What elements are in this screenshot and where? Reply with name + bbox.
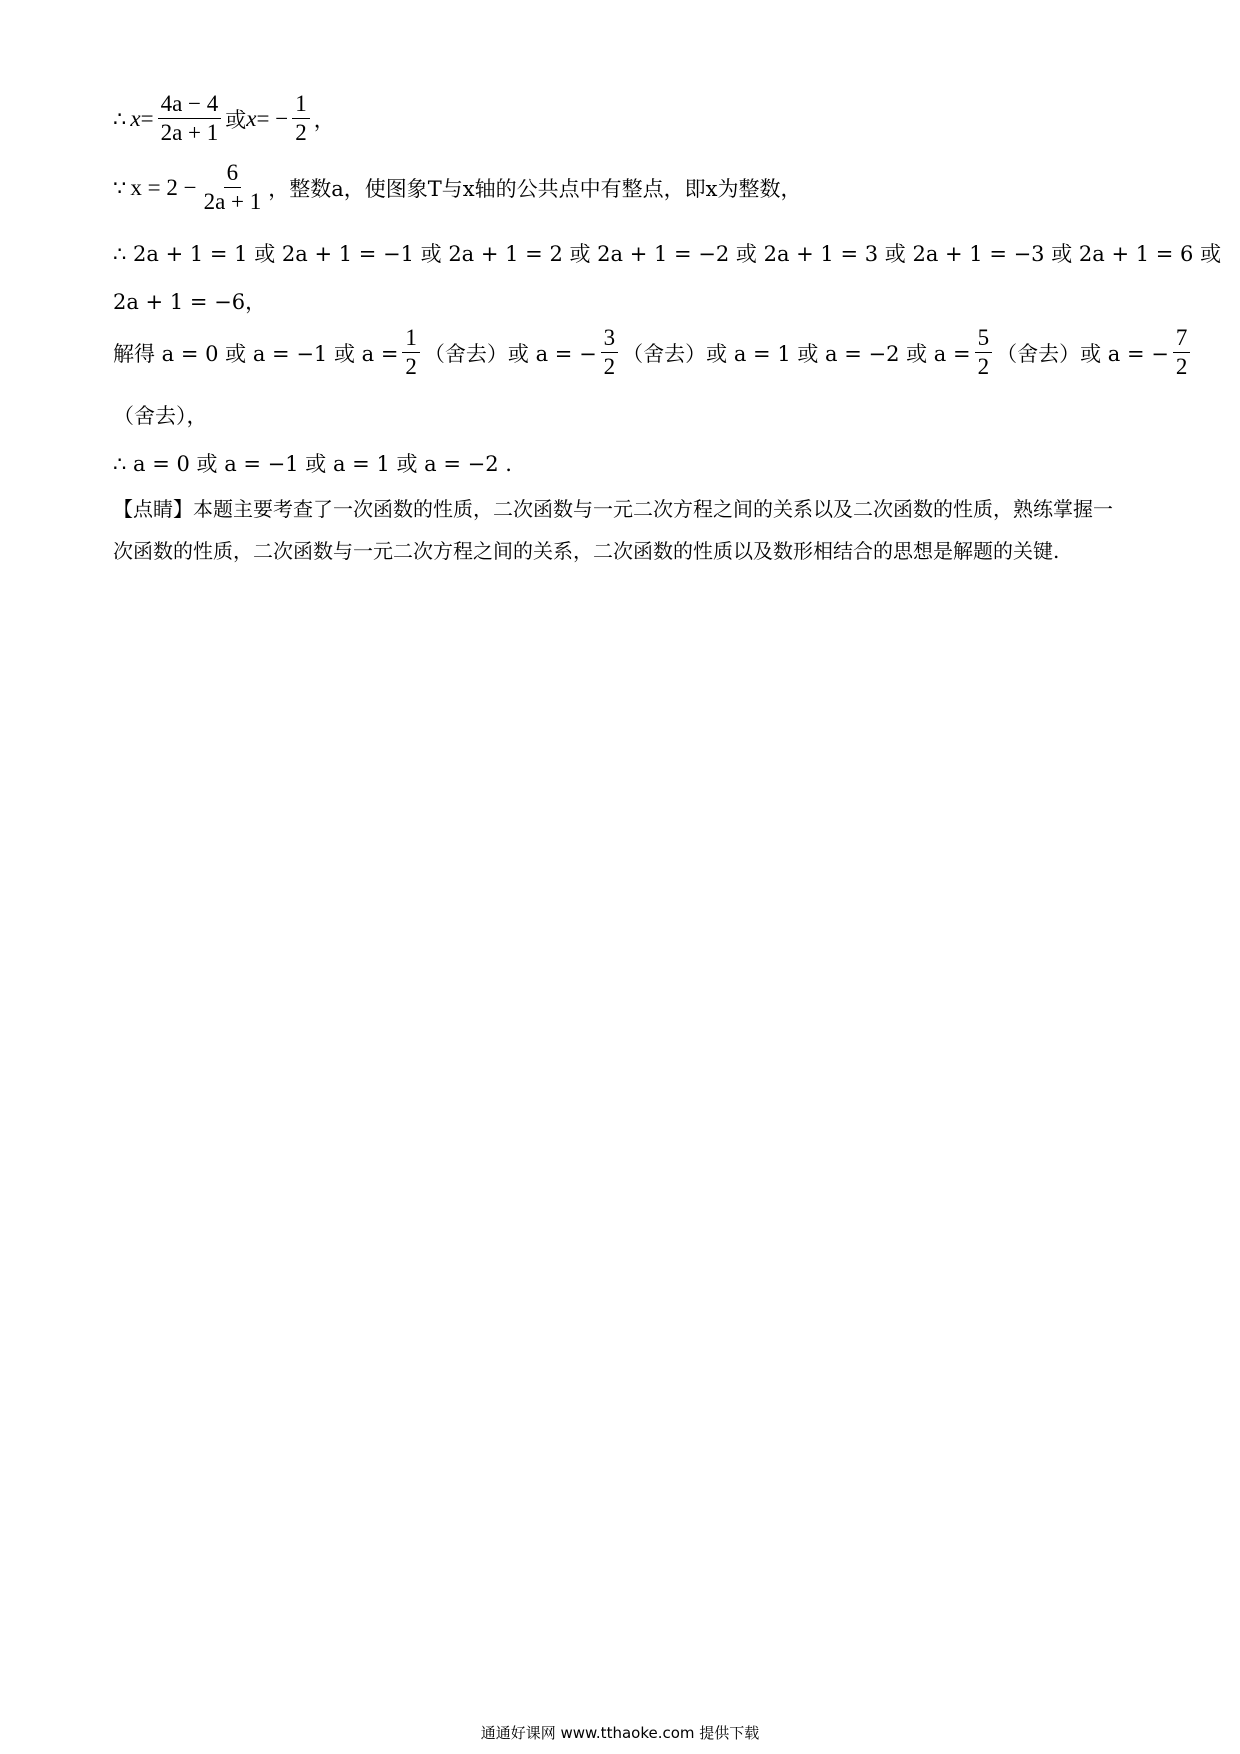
fraction-three-half: $\frac{3}{2}$ bbox=[601, 326, 619, 379]
solution-line-2: ∵ x = 2 − $\frac{6}{2a + 1}$ ，整数a，使图象T与x轴的公共点中有整点，即x为整数， bbox=[113, 160, 802, 215]
fraction-six-over: $\frac{6}{2a + 1}$ bbox=[203, 160, 262, 215]
fraction-seven-half: $\frac{7}{2}$ bbox=[1173, 326, 1191, 379]
fraction-one-half: $\frac{1}{2}$ bbox=[402, 326, 420, 379]
solution-line-1: ∴ x = $\frac{4a - 4}{2a + 1}$ 或 x = − $\frac{1}{2}$ ， bbox=[113, 91, 335, 146]
solution-line-6: （舍去）， bbox=[113, 404, 208, 428]
comment-paragraph: 【点睛】本题主要考查了一次函数的性质，二次函数与一元二次方程之间的关系以及二次函数的性质，熟练掌握一次函数的性质，二次函数与一元二次方程之间的关系，二次函数的性质以及数形相结合的思想是解题的关键. bbox=[113, 497, 1113, 563]
fraction-five-half: $\frac{5}{2}$ bbox=[975, 326, 993, 379]
solution-conclusion: ∴ a = 0 或 a = −1 或 a = 1 或 a = −2 . bbox=[113, 452, 512, 476]
solution-line-3: ∴ 2a + 1 = 1 或 2a + 1 = −1 或 2a + 1 = 2 或 2a + 1 = −2 或 2a + 1 = 3 或 2a + 1 = −3 或 2a + 1 = 6 或 bbox=[113, 242, 1222, 266]
variable-x: x bbox=[130, 105, 141, 131]
solution-line-5: 解得 a = 0 或 a = −1 或 a = $\frac{1}{2}$ （舍去）或 a = − $\frac{3}{2}$ （舍去）或 a = 1 或 a = −2 或 a = $\frac{5}{2}$ （舍去）或 a = − $\frac{7}{2}$ bbox=[113, 326, 1194, 379]
therefore-symbol: ∴ bbox=[113, 106, 127, 131]
because-symbol: ∵ bbox=[113, 175, 127, 200]
fraction-x-value-2: $\frac{1}{2}$ bbox=[292, 92, 310, 145]
fraction-x-value-1: $\frac{4a - 4}{2a + 1}$ bbox=[158, 92, 222, 145]
equals-sign: = bbox=[140, 105, 154, 131]
solution-line-4: 2a + 1 = −6， bbox=[113, 290, 267, 314]
page-footer: 通通好课网 www.tthaoke.com 提供下载 bbox=[480, 1724, 760, 1742]
